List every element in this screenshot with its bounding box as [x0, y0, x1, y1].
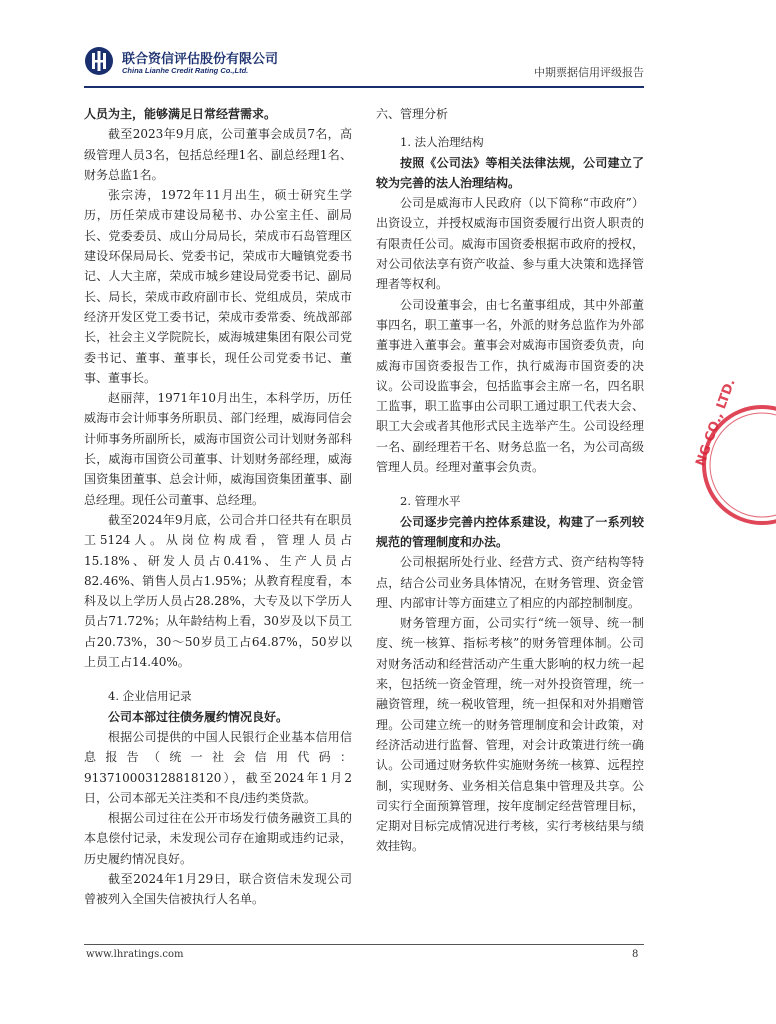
company-name-cn: 联合资信评估股份有限公司 — [122, 52, 279, 67]
lead-sentence: 公司本部过往债务履约情况良好。 — [108, 709, 289, 724]
paragraph: 截至2024年1月29日，联合资信未发现公司曾被列入全国失信被执行人名单。 — [84, 871, 352, 907]
company-seal-stamp — [693, 377, 776, 530]
report-title: 中期票据信用评级报告 — [534, 66, 644, 79]
header-divider — [84, 86, 644, 88]
left-column — [84, 104, 352, 910]
paragraph: 截至2023年9月底，公司董事会成员7名，高级管理人员3名，包括总经理1名、副总经理1名、财务总监1名。 — [84, 127, 352, 182]
paragraph: 公司根据所处行业、经营方式、资产结构等特点，结合公司业务具体情况，在财务管理、资金管理、内部审计等方面建立了相应的内部控制制度。 — [376, 555, 644, 610]
paragraph: 人员为主，能够满足日常经营需求。 — [84, 107, 277, 121]
lead-sentence: 按照《公司法》等相关法律法规，公司建立了较为完善的法人治理结构。 — [376, 155, 644, 190]
footer-divider — [84, 944, 644, 945]
page-number: 8 — [632, 949, 639, 960]
spacer — [84, 672, 352, 686]
spacer — [376, 124, 644, 132]
lianhe-logo-icon — [84, 46, 114, 76]
paragraph: 公司设董事会，由七名董事组成，其中外部董事四名，职工董事一名，外派的财务总监作为外部董事进入董事会。董事会对威海市国资委负责，向威海市国资委报告工作，执行威海市国资委的决议。公司设监事会，包括监事会主席一名，四名职工监事，职工监事由公司职工通过职工代表大会、职工大会或者其他形式民主选举产生。公司设经理一名、副经理若干名、财务总监一名，为公司高级管理人员。经理对董事会负责。 — [376, 297, 644, 475]
website-link[interactable]: www.lhratings.com — [86, 949, 184, 960]
paragraph: 截至2024年9月底，公司合并口径共有在职员工5124人。从岗位构成看，管理人员占15.18%、研发人员占0.41%、生产人员占82.46%、销售人员占1.95%；从教育程度看，本科及以上学历人员占28.28%，大专及以下学历人员占71.72%；从年龄结构上看，30岁及以下员工占20.73%，30～50岁员工占64.87%，50岁以上员工占14.40%。 — [84, 512, 352, 670]
paragraph: 张宗涛，1972年11月出生，硕士研究生学历，历任荣成市建设局秘书、办公室主任、副局长、党委委员、成山分局局长，荣成市石岛管理区建设环保局局长、党委书记，荣成市大疃镇党委书记、人大主席，荣成市城乡建设局党委书记、副局长、局长，荣成市政府副市长、党组成员，荣成市经济开发区党工委书记，荣成市委常委、统战部部长，社会主义学院院长，威海城建集团有限公司党委书记、董事、董事长，现任公司党委书记、董事、董事长。 — [84, 188, 352, 385]
subsection-heading: 2. 管理水平 — [400, 494, 461, 509]
paragraph: 财务管理方面，公司实行“统一领导、统一制度、统一核算、指标考核”的财务管理体制。公司对财务活动和经营活动产生重大影响的权力统一起来，包括统一资金管理，统一对外投资管理，统一融资管理，统一税收管理，统一担保和对外捐赠管理。公司建立统一的财务管理制度和会计政策，对经济活动进行监督、管理，对会计政策进行统一确认。公司通过财务软件实施财务统一核算、远程控制，实现财务、业务相关信息集中管理及共享。公司实行全面预算管理，按年度制定经营管理目标，定期对目标完成情况进行考核，实行考核结果与绩效挂钩。 — [376, 616, 644, 854]
section-heading: 4. 企业信用记录 — [108, 689, 192, 704]
company-name-en: China Lianhe Credit Rating Co.,Ltd. — [122, 66, 249, 75]
paragraph: 根据公司过往在公开市场发行债务融资工具的本息偿付记录，未发现公司存在逾期或违约记录，历史履约情况良好。 — [84, 811, 352, 866]
section-heading: 六、管理分析 — [376, 107, 449, 121]
lead-sentence: 公司逐步完善内控体系建设，构建了一系列较规范的管理制度和办法。 — [376, 514, 644, 549]
spacer — [376, 477, 644, 491]
paragraph: 公司是威海市人民政府（以下简称“市政府”）出资设立，并授权威海市国资委履行出资人职责的有限责任公司。威海市国资委根据市政府的授权，对公司依法享有资产收益、参与重大决策和选择管理者等权利。 — [376, 196, 644, 292]
paragraph: 根据公司提供的中国人民银行企业基本信用信息报告（统一社会信用代码：913710003128818120），截至2024年1月2日，公司本部无关注类和不良/违约类贷款。 — [84, 729, 352, 805]
right-column — [376, 104, 644, 857]
subsection-heading: 1. 法人治理结构 — [400, 135, 484, 150]
page-header — [84, 38, 644, 86]
svg-text:NG CO., LTD.: NG CO., LTD. — [693, 377, 739, 469]
paragraph: 赵丽萍，1971年10月出生，本科学历，历任威海市会计师事务所职员、部门经理，威海同信会计师事务所副所长，威海市国资公司计划财务部科长，威海市国资公司董事、计划财务部经理，威海国资集团董事、总会计师，威海国资集团董事、副总经理。现任公司董事、总经理。 — [84, 391, 352, 507]
